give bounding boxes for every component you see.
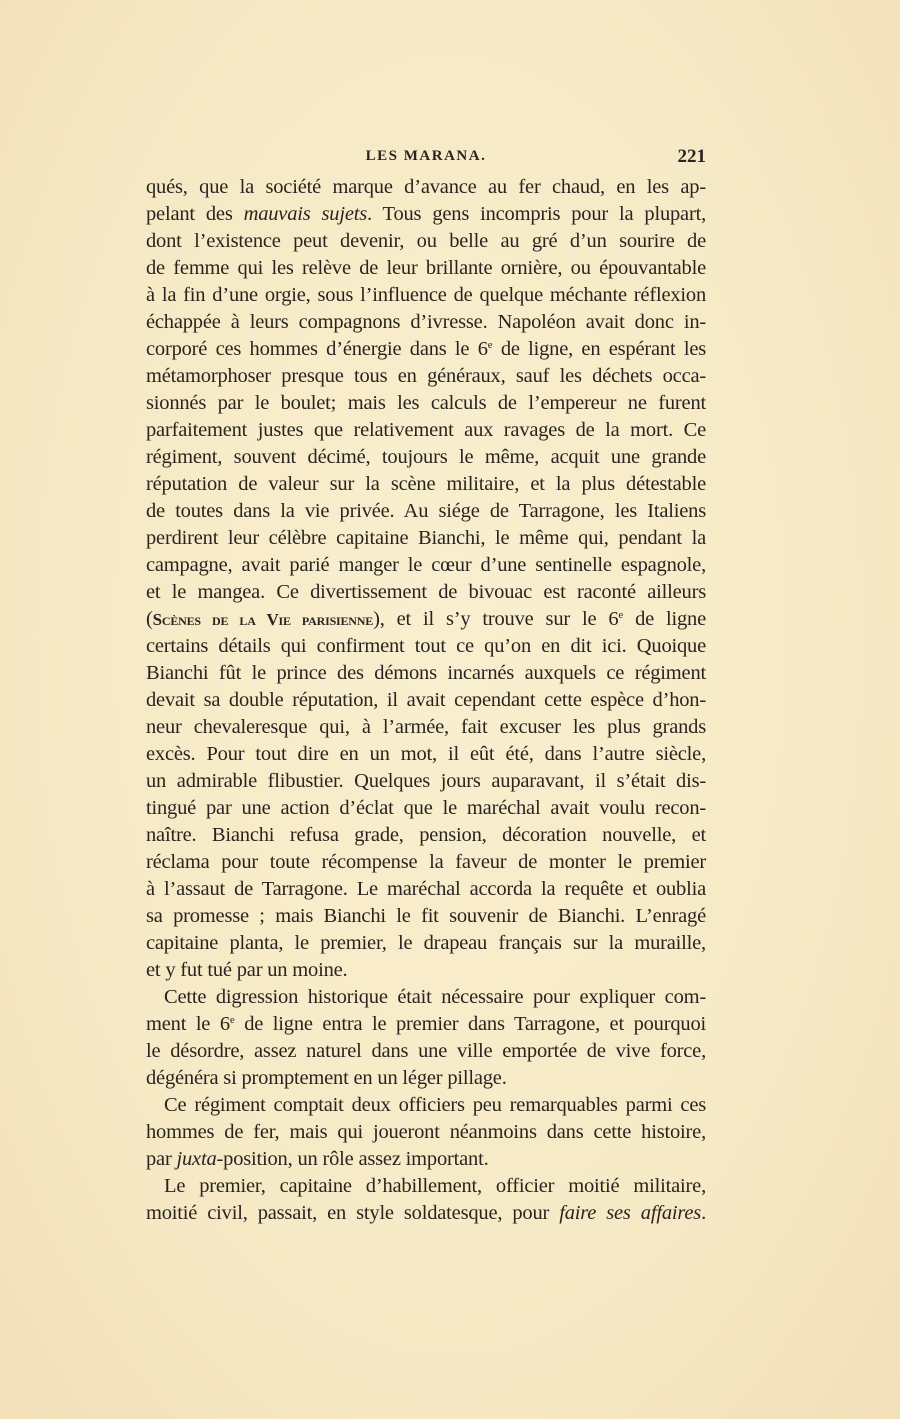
text-line bbox=[146, 525, 706, 552]
text-segment: de toutes dans la vie privée. Au siége de Tarragone, les Italiens bbox=[146, 500, 706, 522]
text-segment: de ligne, en espérant les bbox=[492, 338, 706, 360]
text-line bbox=[146, 255, 706, 282]
text-line bbox=[146, 795, 706, 822]
text-segment: devait sa double réputation, il avait cependant cette espèce d’hon- bbox=[146, 689, 706, 711]
running-header bbox=[146, 146, 706, 170]
text-line bbox=[146, 282, 706, 309]
running-title: LES MARANA. bbox=[365, 148, 487, 164]
text-line bbox=[146, 228, 706, 255]
text-line bbox=[146, 498, 706, 525]
text-segment: pelant des bbox=[146, 203, 244, 225]
text-line bbox=[146, 579, 706, 606]
text-segment: -position, un rôle assez important. bbox=[216, 1148, 489, 1170]
text-segment: . bbox=[701, 1202, 707, 1224]
text-segment: à la fin d’une orgie, sous l’influence de quelque méchante réflexion bbox=[146, 284, 706, 306]
text-line bbox=[146, 876, 706, 903]
text-line bbox=[146, 1146, 706, 1173]
text-segment: dont l’existence peut devenir, ou belle au gré d’un sourire de bbox=[146, 230, 706, 252]
text-line bbox=[146, 390, 706, 417]
text-segment: métamorphoser presque tous en généraux, sauf les déchets occa- bbox=[146, 365, 706, 387]
text-segment: Ce régiment comptait deux officiers peu remarquables parmi ces bbox=[164, 1094, 706, 1116]
text-segment: sa promesse ; mais Bianchi le fit souvenir de Bianchi. L’enragé bbox=[146, 905, 706, 927]
text-line bbox=[146, 471, 706, 498]
text-line bbox=[146, 1200, 706, 1227]
text-line bbox=[146, 201, 706, 228]
superscript: e bbox=[229, 1014, 235, 1026]
text-line bbox=[146, 1173, 706, 1200]
text-segment: et le mangea. Ce divertissement de bivouac est raconté ailleurs bbox=[146, 581, 706, 603]
text-line bbox=[146, 822, 706, 849]
text-line bbox=[146, 552, 706, 579]
text-segment: un admirable flibustier. Quelques jours auparavant, il s’était dis- bbox=[146, 770, 706, 792]
text-segment: hommes de fer, mais qui joueront néanmoins dans cette histoire, bbox=[146, 1121, 706, 1143]
text-segment: parfaitement justes que relativement aux ravages de la mort. Ce bbox=[146, 419, 706, 441]
text-line bbox=[146, 1038, 706, 1065]
text-segment: ), et il s’y trouve sur le 6 bbox=[373, 608, 619, 630]
text-line bbox=[146, 1092, 706, 1119]
text-line bbox=[146, 606, 706, 633]
text-line bbox=[146, 687, 706, 714]
small-caps-text: Scènes de la Vie parisienne bbox=[152, 610, 374, 629]
text-line bbox=[146, 633, 706, 660]
text-line bbox=[146, 309, 706, 336]
text-segment: certains détails qui confirment tout ce qu’on en dit ici. Quoique bbox=[146, 635, 706, 657]
text-segment: réputation de valeur sur la scène militaire, et la plus détestable bbox=[146, 473, 706, 495]
text-segment: ( bbox=[146, 608, 153, 630]
text-line bbox=[146, 336, 706, 363]
text-line bbox=[146, 741, 706, 768]
italic-text: mauvais sujets bbox=[243, 203, 368, 225]
text-segment: de ligne bbox=[623, 608, 706, 630]
text-segment: de ligne entra le premier dans Tarragone, et pourquoi bbox=[234, 1013, 706, 1035]
text-line bbox=[146, 984, 706, 1011]
text-segment: sionnés par le boulet; mais les calculs de l’empereur ne furent bbox=[146, 392, 706, 414]
text-segment: corporé ces hommes d’énergie dans le 6 bbox=[146, 338, 488, 360]
text-line bbox=[146, 174, 706, 201]
text-segment: le désordre, assez naturel dans une ville emportée de vive force, bbox=[146, 1040, 706, 1062]
text-segment: moitié civil, passait, en style soldatesque, pour bbox=[146, 1202, 560, 1224]
text-line bbox=[146, 444, 706, 471]
text-segment: perdirent leur célèbre capitaine Bianchi, le même qui, pendant la bbox=[146, 527, 706, 549]
text-segment: . Tous gens incompris pour la plupart, bbox=[367, 203, 706, 225]
text-segment: neur chevaleresque qui, à l’armée, fait excuser les plus grands bbox=[146, 716, 706, 738]
superscript: e bbox=[487, 339, 493, 351]
text-line bbox=[146, 957, 706, 984]
text-line bbox=[146, 1119, 706, 1146]
text-segment: à l’assaut de Tarragone. Le maréchal accorda la requête et oublia bbox=[146, 878, 706, 900]
text-line bbox=[146, 363, 706, 390]
text-segment: campagne, avait parié manger le cœur d’une sentinelle espagnole, bbox=[146, 554, 706, 576]
text-segment: ment le 6 bbox=[146, 1013, 230, 1035]
text-segment: tingué par une action d’éclat que le maréchal avait voulu recon- bbox=[146, 797, 706, 819]
text-line bbox=[146, 930, 706, 957]
text-line bbox=[146, 768, 706, 795]
text-segment: échappée à leurs compagnons d’ivresse. Napoléon avait donc in- bbox=[146, 311, 706, 333]
text-segment: et y fut tué par un moine. bbox=[146, 959, 348, 981]
text-line bbox=[146, 1065, 706, 1092]
text-segment: dégénéra si promptement en un léger pillage. bbox=[146, 1067, 507, 1089]
text-segment: de femme qui les relève de leur brillante ornière, ou épouvantable bbox=[146, 257, 706, 279]
text-segment: Cette digression historique était nécessaire pour expliquer com- bbox=[164, 986, 706, 1008]
text-segment: capitaine planta, le premier, le drapeau français sur la muraille, bbox=[146, 932, 706, 954]
text-segment: régiment, souvent décimé, toujours le même, acquit une grande bbox=[146, 446, 706, 468]
text-segment: naître. Bianchi refusa grade, pension, décoration nouvelle, et bbox=[146, 824, 706, 846]
body-text bbox=[146, 174, 706, 1227]
italic-text: juxta bbox=[176, 1148, 217, 1170]
text-line bbox=[146, 417, 706, 444]
text-line bbox=[146, 849, 706, 876]
text-line bbox=[146, 714, 706, 741]
text-segment: Bianchi fût le prince des démons incarnés auxquels ce régiment bbox=[146, 662, 706, 684]
text-line bbox=[146, 1011, 706, 1038]
italic-text: faire ses affaires bbox=[559, 1202, 702, 1224]
superscript: e bbox=[618, 609, 624, 621]
text-segment: Le premier, capitaine d’habillement, officier moitié militaire, bbox=[164, 1175, 706, 1197]
text-segment: qués, que la société marque d’avance au fer chaud, en les ap- bbox=[146, 176, 706, 198]
text-line bbox=[146, 660, 706, 687]
text-segment: excès. Pour tout dire en un mot, il eût été, dans l’autre siècle, bbox=[146, 743, 706, 765]
text-segment: par bbox=[146, 1148, 177, 1170]
text-segment: réclama pour toute récompense la faveur de monter le premier bbox=[146, 851, 706, 873]
page-number: 221 bbox=[677, 146, 706, 167]
text-line bbox=[146, 903, 706, 930]
